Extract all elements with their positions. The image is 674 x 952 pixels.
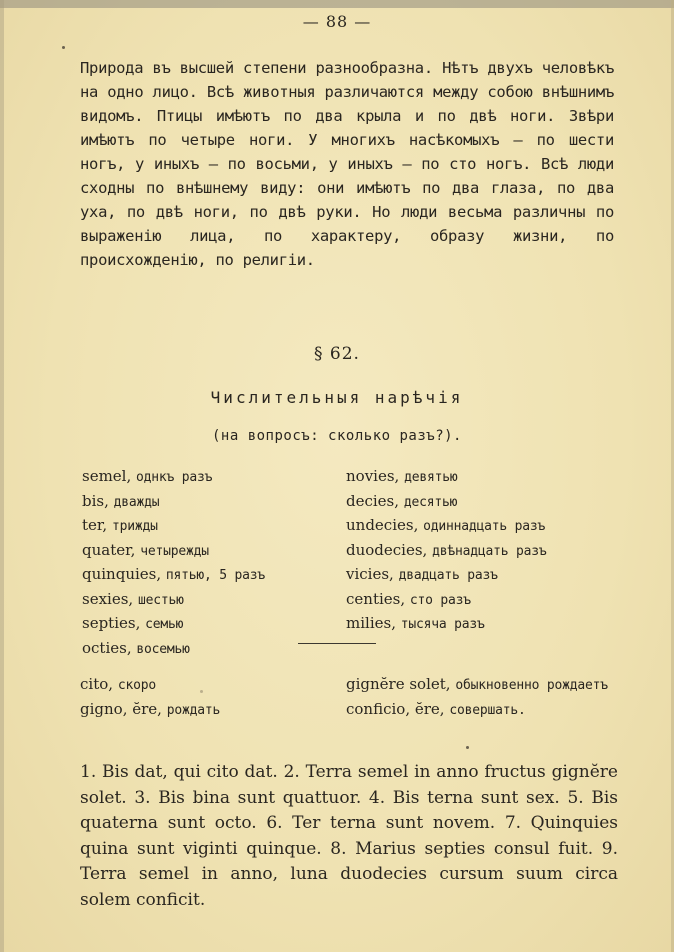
vocab-latin: duodecies, <box>346 540 428 559</box>
glossary-item <box>346 673 620 698</box>
vocab-item <box>82 539 332 564</box>
vocab-russian: десятью <box>403 494 458 510</box>
vocab-item <box>82 563 332 588</box>
glossary-right <box>346 673 620 722</box>
exercise-sentences: 1. Bis dat, qui cito dat. 2. Terra semel in anno fructus gignĕre solet. 3. Bis bina sunt quattuor. 4. Bis terna sunt sex. 5. Bis quaterna sunt octo. 6. Ter terna sunt novem. 7. Quinquies quina sunt viginti quinque. 8. Marius septies consul fuit. 9. Terra semel in anno, luna duodecies cursum suum circa solem conficit. <box>80 762 618 910</box>
scan-speck <box>62 46 65 49</box>
vocab-russian: дважды <box>113 494 160 510</box>
scan-speck <box>200 690 203 693</box>
vocab-russian: тысяча разъ <box>400 617 485 632</box>
glossary-left <box>80 673 320 722</box>
section-number: § 62. <box>314 344 360 364</box>
vocab-russian: семью <box>145 617 184 632</box>
glossary-russian: обыкновенно рождаетъ <box>455 678 608 693</box>
vocab-russian: одиннадцать разъ <box>423 519 546 534</box>
vocab-item <box>82 612 332 637</box>
vocab-list-left <box>82 465 332 661</box>
scan-left-edge <box>0 0 4 952</box>
glossary-russian: рождать <box>166 702 221 718</box>
glossary-latin: gigno, ĕre, <box>80 699 162 718</box>
vocab-latin: milies, <box>346 614 396 632</box>
vocab-latin: ter, <box>82 516 108 534</box>
vocab-item <box>82 588 332 613</box>
vocab-latin: septies, <box>82 614 141 632</box>
vocab-russian: четырежды <box>140 543 209 559</box>
vocab-russian: шестью <box>137 592 184 608</box>
scan-speck <box>466 746 469 749</box>
glossary-latin: conficio, ĕre, <box>346 699 445 718</box>
vocab-russian: пятью, 5 разъ <box>165 568 266 583</box>
glossary-russian: скоро <box>117 678 156 693</box>
glossary-item <box>80 698 320 723</box>
vocab-item <box>346 465 626 490</box>
vocab-item <box>346 490 626 515</box>
vocab-latin: quater, <box>82 540 136 559</box>
vocab-russian: трижды <box>111 519 158 534</box>
glossary-latin: cito, <box>80 675 114 693</box>
vocab-russian: однкъ разъ <box>136 470 213 485</box>
vocab-latin: sexies, <box>82 589 134 608</box>
vocab-item <box>82 465 332 490</box>
vocab-item <box>346 588 626 613</box>
divider-rule <box>298 643 376 644</box>
vocab-latin: centies, <box>346 589 406 608</box>
vocab-russian: двѣнадцать разъ <box>432 543 547 559</box>
vocab-russian: сто разъ <box>409 592 471 608</box>
scan-top-edge <box>0 0 674 8</box>
page-number: — 88 — <box>302 12 372 31</box>
glossary-russian: совершать. <box>449 702 526 718</box>
vocab-item <box>346 539 626 564</box>
vocab-latin: novies, <box>346 467 400 485</box>
vocab-list-right <box>346 465 626 637</box>
vocab-latin: quinquies, <box>82 565 162 583</box>
section-title: Числительныя нарѣчія <box>210 388 464 407</box>
intro-paragraph: Природа въ высшей степени разнообразна. Нѣтъ двухъ человѣкъ на одно лицо. Всѣ животныя различаются между собою внѣшнимъ видомъ. Птицы имѣютъ по два крыла и по двѣ ноги. Звѣри имѣютъ по четыре ноги. У многихъ насѣкомыхъ — по шести ногъ, у иныхъ — по восьми, у иныхъ — по сто ногъ. Всѣ люди сходны по внѣшнему виду: они имѣютъ по два глаза, по два уха, по двѣ ноги, по двѣ руки. Но люди весьма различны по выраженію лица, по характеру, образу жизни, по происхожденію, по религіи. <box>80 59 614 269</box>
vocab-item <box>346 612 626 637</box>
vocab-russian: двадцать разъ <box>398 568 498 583</box>
section-subtitle: (на вопросъ: сколько разъ?). <box>211 428 462 444</box>
vocab-latin: bis, <box>82 491 109 510</box>
glossary-item <box>80 673 320 698</box>
vocab-item <box>82 637 332 662</box>
vocab-latin: undecies, <box>346 516 419 534</box>
vocab-item <box>82 514 332 539</box>
glossary-latin: gignĕre solet, <box>346 675 451 693</box>
vocab-latin: octies, <box>82 638 132 657</box>
vocab-russian: девятью <box>404 470 458 485</box>
vocab-latin: semel, <box>82 467 132 485</box>
vocab-russian: восемью <box>136 641 190 657</box>
vocab-item <box>82 490 332 515</box>
vocab-latin: vicies, <box>346 565 394 583</box>
vocab-item <box>346 514 626 539</box>
vocab-latin: decies, <box>346 491 400 510</box>
vocab-item <box>346 563 626 588</box>
glossary-item <box>346 698 620 723</box>
